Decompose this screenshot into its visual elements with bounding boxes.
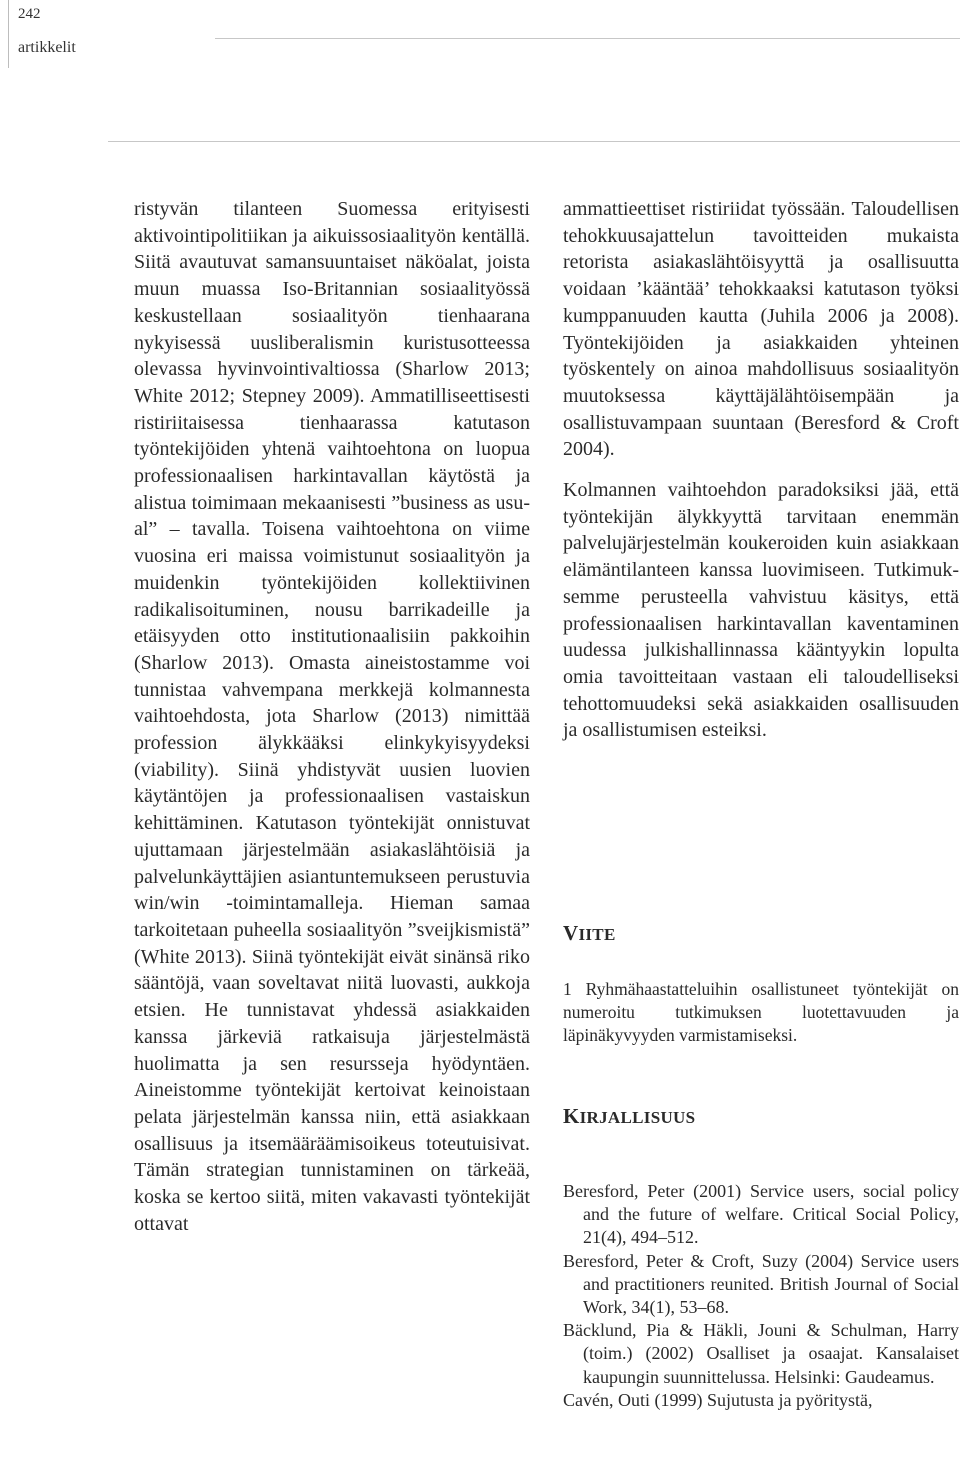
header-vertical-rule bbox=[0, 0, 9, 68]
section-label: artikkelit bbox=[18, 39, 76, 56]
reference-list bbox=[563, 1180, 959, 1412]
reference-item: Beresford, Peter & Croft, Suzy (2004) Service users and practitioners reunited. British Journal of Social Work, 34(1), 53–68. bbox=[563, 1250, 959, 1318]
notes-heading bbox=[563, 921, 616, 946]
left-column bbox=[134, 196, 530, 1237]
right-column bbox=[563, 196, 959, 744]
footnote: 1 Ryhmähaastatteluihin osallistuneet työntekijät on numeroitu tutkimuksen luotettavuuden ja läpinäkyvyyden varmistamiseksi. bbox=[563, 979, 959, 1045]
body-paragraph: Kolmannen vaihtoehdon paradoksiksi jää, että työntekijän älykkyyttä tarvitaan enemmän palvelujärjestelmän koukeroiden kuin asiakkaan elämäntilanteen kanssa luovimiseen. Tutkimuksemme perusteella vahvistuu käsitys, että professionaalisen harkintavallan kaventaminen uudessa julkishallinnassa kääntyykin lopulta omia tavoitteitaan vastaan eli taloudelliseksi tehottomuudeksi sekä asiakkaiden osallisuuden ja osallistumisen esteiksi. bbox=[563, 479, 959, 742]
references-heading bbox=[563, 1104, 695, 1129]
references-heading-rest: IRJALLISUUS bbox=[579, 1108, 696, 1127]
page-number: 242 bbox=[18, 6, 41, 22]
body-paragraph: ammattieettiset ristiriidat työssään. Taloudellisen tehokkuusajattelun tavoitteiden mukaista retorista asiakaslähtöisyyttä ja osallisuutta voidaan ’kääntää’ tehokkaaksi katutason työksi kumppanuuden kautta (Juhila 2006 ja 2008). Työntekijöiden ja asiakkaiden yhteinen työskentely on ainoa mahdollisuus sosiaalityön muutoksessa käyttäjälähtöisempään ja osallistuvampaan suuntaan (Beresford & Croft 2004). bbox=[563, 198, 959, 461]
references-heading-initial: K bbox=[563, 1104, 580, 1128]
notes-heading-rest: IITE bbox=[578, 925, 616, 944]
body-paragraph: ristyvän tilanteen Suomessa erityisesti aktivointipolitiikan ja aikuissosiaalityön kentällä. Siitä avautuvat samansuuntaiset näköalat, joista muun muassa Iso-Britannian sosiaalityössä keskustellaan sosiaalityön tienhaarana nykyisessä uusliberalismin kuristusotteessa olevassa hyvinvointivaltiossa (Sharlow 2013; White 2012; Stepney 2009). Ammatilliseettisesti ristiriitaisessa tienhaarassa katutason työntekijöiden yhtenä vaihtoehtona on luopua professionaalisen harkintavallan käytöstä ja alistua toimimaan mekaanisesti ”business as usual” – tavalla. Toisena vaihtoehtona on viime vuosina eri maissa voimistunut sosiaalityön ja muidenkin työntekijöiden kollektiivinen radikalisoituminen, nousu barrikadeille ja etäisyyden otto institutionaalisiin pakkoihin (Sharlow 2013). Omasta aineistostamme voi tunnistaa vahvempana merkkejä kolmannesta vaihtoehdosta, jota Sharlow (2013) nimittää profession älykkääksi elinkykyisyydeksi (viability). Siinä yhdistyvät uusien luovien käytäntöjen ja professionaalisen vastaiskun kehittäminen. Katutason työntekijät onnistuvat ujuttamaan järjestelmään asiakaslähtöisiä ja palvelunkäyttäjien asiantuntemukseen perustuvia win/win -toimintamalleja. Hieman samaa tarkoitetaan puheella sosiaalityön ”sveijkismistä” (White 2013). Siinä työntekijät eivät sinänsä riko sääntöjä, vaan soveltavat niitä luovasti, aukkoja etsien. He tunnistavat yhdessä asiakkaiden kanssa järkeviä ratkaisuja järjestelmästä huolimatta ja sen resursseja hyödyntäen. Aineistomme työntekijät kertoivat keinoistaan pelata järjestelmän kanssa niin, että asiakkaan osallisuus ja itsemääräämisoikeus toteutuisivat. Tämän strategian tunnistaminen on tärkeää, koska se kertoo siitä, miten vakavasti työntekijät ottavat bbox=[134, 198, 530, 1235]
notes-heading-initial: V bbox=[563, 921, 579, 945]
reference-item: Bäcklund, Pia & Häkli, Jouni & Schulman, Harry (toim.) (2002) Osalliset ja osaajat. Kansalaiset kaupungin suunnittelussa. Helsinki: Gaudeamus. bbox=[563, 1320, 959, 1387]
reference-item: Cavén, Outi (1999) Sujutusta ja pyöritystä, bbox=[563, 1389, 873, 1410]
header-rule bbox=[215, 38, 960, 39]
reference-item: Beresford, Peter (2001) Service users, social policy and the future of welfare. Critical Social Policy, 21(4), 494–512. bbox=[563, 1181, 959, 1248]
content-top-rule bbox=[108, 141, 960, 142]
